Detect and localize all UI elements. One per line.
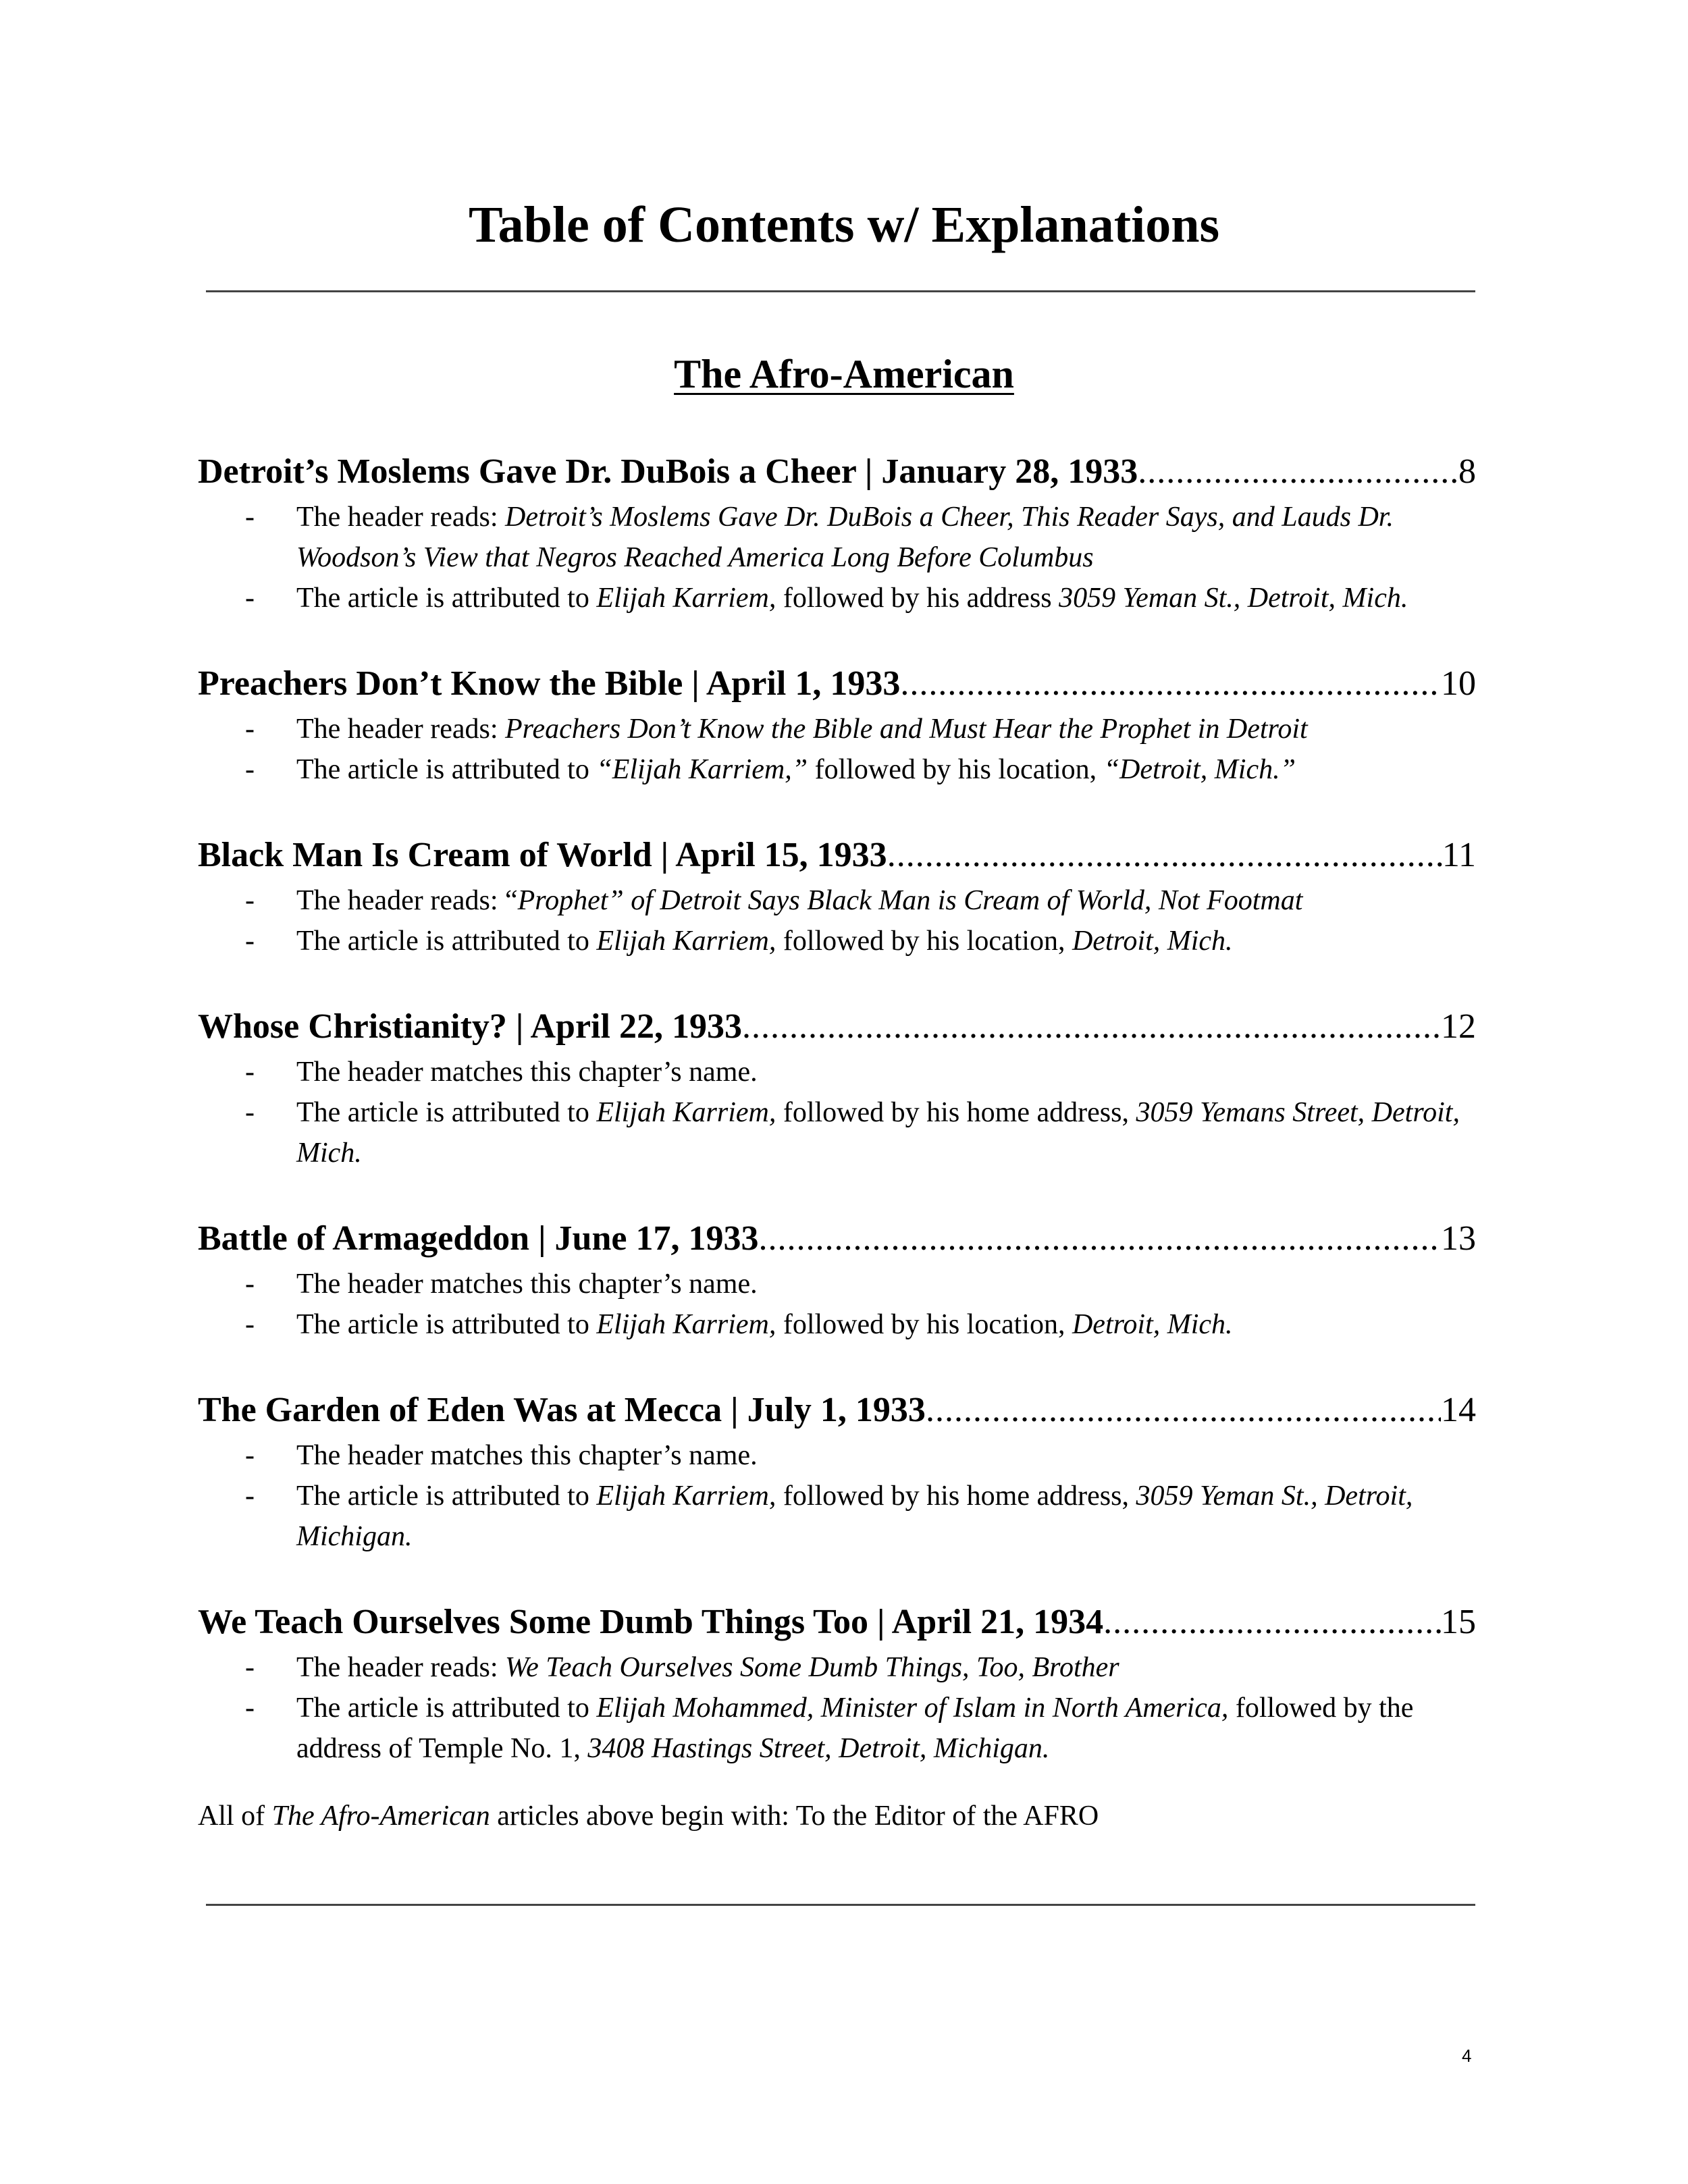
toc-entry-page-number: 10 [1441, 664, 1476, 703]
note-text-segment: Elijah Mohammed, Minister of Islam in North America, [596, 1693, 1229, 1724]
note-text-segment: The header matches this chapter’s name. [296, 1440, 758, 1471]
top-divider [206, 290, 1475, 292]
toc-entry-heading [198, 830, 1476, 880]
toc-entry-note [198, 1092, 1476, 1173]
note-text-segment: The article is attributed to [296, 1693, 597, 1724]
toc-entry-note [198, 880, 1476, 921]
closing-text-segment: The Afro-American [271, 1801, 490, 1832]
bullet-dash: - [245, 1097, 255, 1128]
bullet-dash: - [245, 1269, 255, 1300]
note-text-segment: The header reads: [296, 714, 505, 745]
note-text-segment: followed by his address [776, 583, 1059, 614]
closing-text-segment: articles above begin with: To the Editor of the AFRO [490, 1801, 1099, 1832]
toc-entry-note [198, 578, 1476, 618]
bullet-dash: - [245, 1652, 255, 1683]
note-text-segment: followed by his location, [776, 1309, 1072, 1340]
page-title: Table of Contents w/ Explanations [468, 196, 1220, 253]
note-text-segment: Detroit, Mich. [1072, 1309, 1233, 1340]
note-text-segment: Prophet” of Detroit Says Black Man is Cream of World, Not Footmat [517, 885, 1303, 916]
toc-entry [198, 1597, 1476, 1769]
note-text-segment: followed by his location, [808, 754, 1104, 785]
toc-entry-page-number: 8 [1458, 452, 1476, 491]
note-text-segment: Elijah Karriem, [596, 1481, 776, 1512]
toc-entries [198, 447, 1476, 1809]
toc-entry-note [198, 709, 1476, 749]
toc-entry-notes [198, 1647, 1476, 1769]
note-text-segment: The header matches this chapter’s name. [296, 1057, 758, 1088]
toc-entry-title: Whose Christianity? | April 22, 1933 [198, 1007, 742, 1046]
note-text-segment: followed by his home address, [776, 1097, 1136, 1128]
bullet-dash: - [245, 714, 255, 745]
note-text-segment: 3408 Hastings Street, Detroit, Michigan. [587, 1733, 1050, 1764]
toc-entry-notes [198, 497, 1476, 618]
toc-entry-title: We Teach Ourselves Some Dumb Things Too | April 21, 1934 [198, 1603, 1104, 1641]
note-text-segment: 3059 Yemans Street, Detroit, Mich. [296, 1097, 1460, 1169]
toc-entry-note [198, 1435, 1476, 1476]
toc-entry-page-number: 14 [1441, 1391, 1476, 1429]
note-text-segment: 3059 Yeman St., Detroit, Mich. [1059, 583, 1408, 614]
note-text-segment: “Elijah Karriem,” [596, 754, 808, 785]
dot-leader [1103, 1597, 1441, 1647]
bullet-dash: - [245, 1309, 255, 1340]
toc-entry-note [198, 1647, 1476, 1688]
toc-entry-note [198, 1688, 1476, 1769]
note-text-segment: Elijah Karriem, [596, 583, 776, 614]
toc-entry-page-number: 11 [1442, 836, 1476, 874]
closing-text-segment: All of [198, 1801, 272, 1832]
dot-leader [742, 1002, 1441, 1052]
note-text-segment: The header reads: [296, 502, 505, 533]
toc-entry-note [198, 1264, 1476, 1304]
note-text-segment: Elijah Karriem, [596, 1309, 776, 1340]
bullet-dash: - [245, 1440, 255, 1471]
bullet-dash: - [245, 1693, 255, 1724]
toc-entry-heading [198, 1385, 1476, 1435]
toc-entry [198, 447, 1476, 618]
note-text-segment: Elijah Karriem, [596, 1097, 776, 1128]
toc-entry [198, 659, 1476, 790]
toc-entry [198, 1002, 1476, 1173]
toc-entry-title: Black Man Is Cream of World | April 15, 1933 [198, 836, 887, 874]
note-text-segment: Detroit’s Moslems Gave Dr. DuBois a Cheer, This Reader Says, and Lauds Dr. Woodson’s View that Negros Reached America Long Before Columbus [296, 502, 1394, 573]
toc-entry-notes [198, 1264, 1476, 1345]
toc-entry-note [198, 497, 1476, 578]
closing-note [198, 1796, 1099, 1836]
bottom-divider [206, 1904, 1475, 1906]
toc-entry [198, 1385, 1476, 1557]
toc-entry-page-number: 12 [1441, 1007, 1476, 1046]
toc-entry-note [198, 1052, 1476, 1092]
note-text-segment: followed by his home address, [776, 1481, 1136, 1512]
toc-entry-title: Detroit’s Moslems Gave Dr. DuBois a Cheer | January 28, 1933 [198, 452, 1138, 491]
dot-leader [758, 1214, 1441, 1264]
note-text-segment: The header reads: [296, 1652, 505, 1683]
toc-entry-note [198, 749, 1476, 790]
toc-entry-heading [198, 1597, 1476, 1647]
dot-leader [900, 659, 1441, 709]
note-text-segment: The article is attributed to [296, 1097, 597, 1128]
dot-leader [926, 1385, 1441, 1435]
bullet-dash: - [245, 1481, 255, 1512]
toc-entry-heading [198, 659, 1476, 709]
dot-leader [887, 830, 1442, 880]
page-number: 4 [1462, 2046, 1472, 2066]
note-text-segment: The header reads: “ [296, 885, 518, 916]
toc-entry-heading [198, 1214, 1476, 1264]
toc-entry [198, 1214, 1476, 1345]
bullet-dash: - [245, 583, 255, 614]
toc-entry-note [198, 1304, 1476, 1345]
toc-entry-title: The Garden of Eden Was at Mecca | July 1, 1933 [198, 1391, 926, 1429]
toc-entry-title: Preachers Don’t Know the Bible | April 1, 1933 [198, 664, 901, 703]
note-text-segment: The article is attributed to [296, 754, 597, 785]
bullet-dash: - [245, 754, 255, 785]
note-text-segment: The header matches this chapter’s name. [296, 1269, 758, 1300]
toc-entry-heading [198, 1002, 1476, 1052]
toc-entry-note [198, 921, 1476, 961]
note-text-segment: 3059 Yeman St., Detroit, Michigan. [296, 1481, 1413, 1552]
dot-leader [1138, 447, 1458, 497]
note-text-segment: The article is attributed to [296, 1481, 597, 1512]
note-text-segment: Preachers Don’t Know the Bible and Must Hear the Prophet in Detroit [505, 714, 1308, 745]
note-text-segment: followed by the address of Temple No. 1, [296, 1693, 1414, 1764]
toc-entry [198, 830, 1476, 961]
toc-entry-notes [198, 880, 1476, 961]
note-text-segment: Detroit, Mich. [1072, 926, 1233, 957]
toc-entry-heading [198, 447, 1476, 497]
note-text-segment: The article is attributed to [296, 1309, 597, 1340]
toc-entry-notes [198, 1052, 1476, 1173]
toc-entry-notes [198, 709, 1476, 790]
section-title: The Afro-American [674, 352, 1014, 396]
note-text-segment: Elijah Karriem, [596, 926, 776, 957]
bullet-dash: - [245, 926, 255, 957]
note-text-segment: “Detroit, Mich.” [1103, 754, 1296, 785]
note-text-segment: The article is attributed to [296, 926, 597, 957]
toc-entry-notes [198, 1435, 1476, 1557]
bullet-dash: - [245, 1057, 255, 1088]
toc-entry-page-number: 13 [1441, 1219, 1476, 1258]
note-text-segment: The article is attributed to [296, 583, 597, 614]
toc-entry-title: Battle of Armageddon | June 17, 1933 [198, 1219, 759, 1258]
note-text-segment: followed by his location, [776, 926, 1072, 957]
note-text-segment: We Teach Ourselves Some Dumb Things, Too, Brother [505, 1652, 1119, 1683]
bullet-dash: - [245, 885, 255, 916]
toc-entry-note [198, 1476, 1476, 1557]
bullet-dash: - [245, 502, 255, 533]
toc-entry-page-number: 15 [1441, 1603, 1476, 1641]
